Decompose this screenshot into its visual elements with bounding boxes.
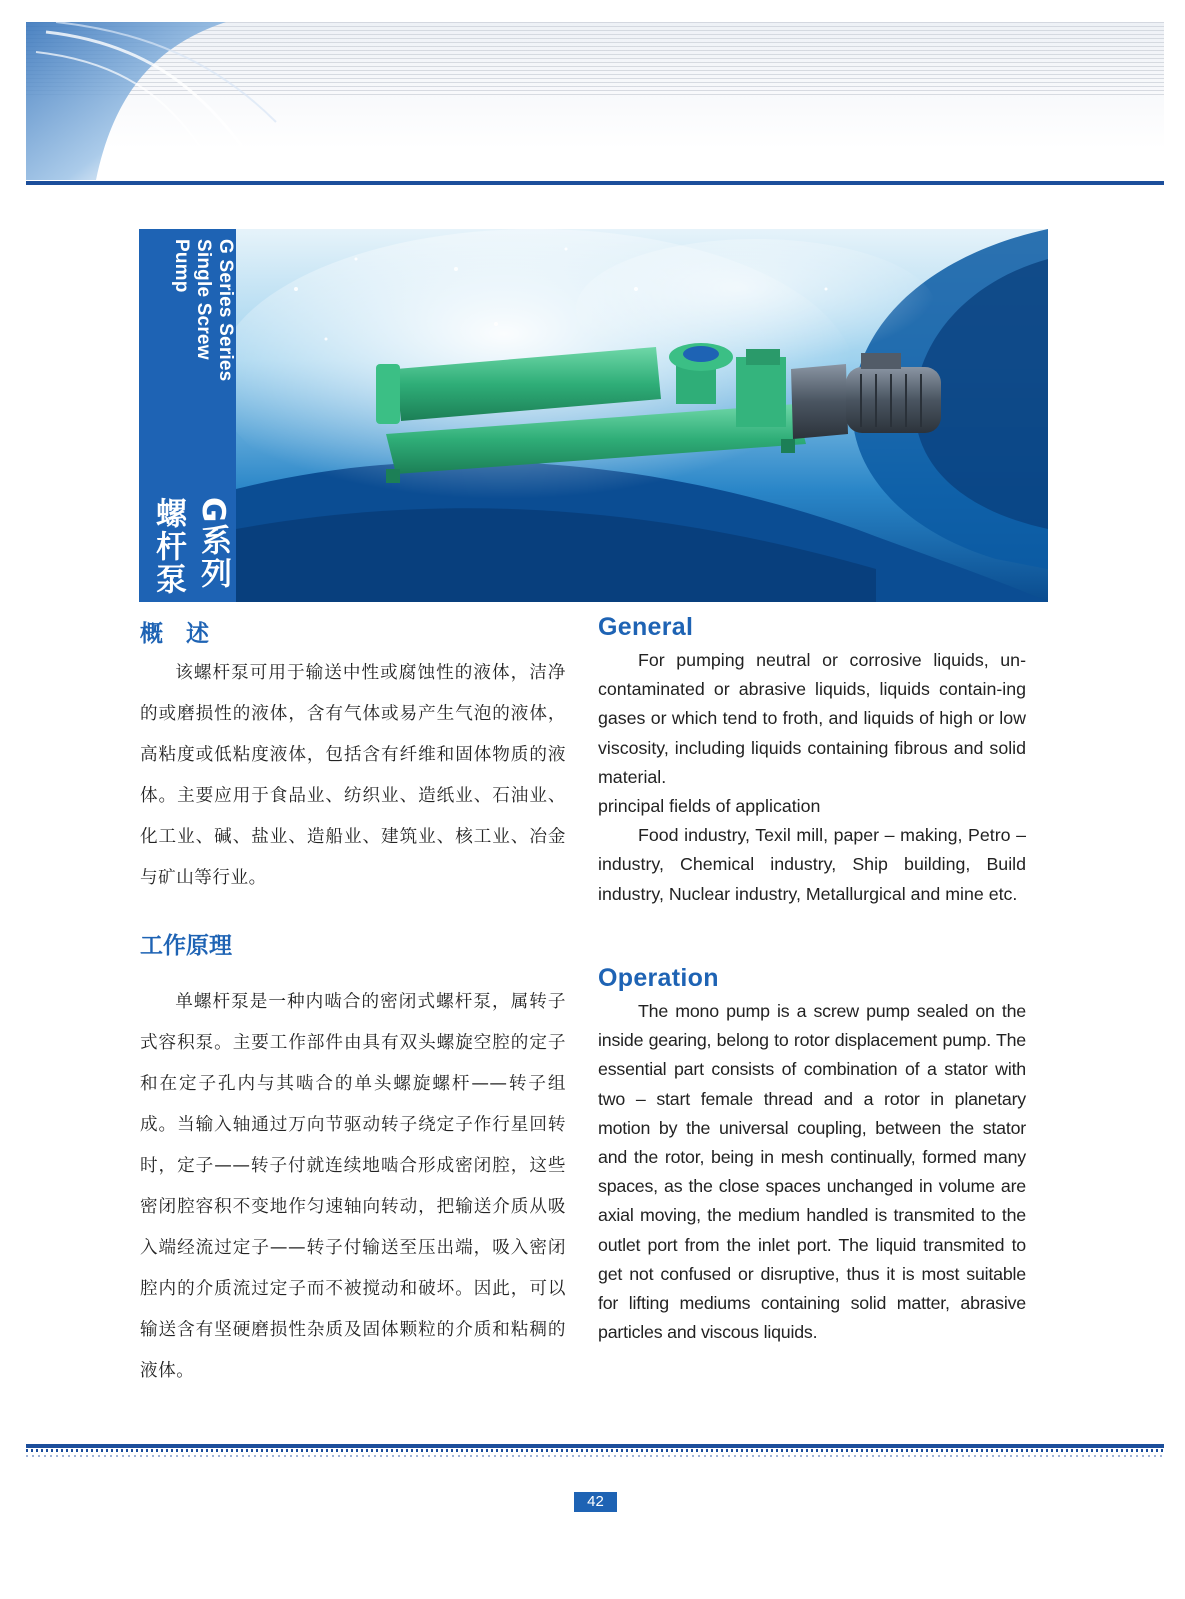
banner-title [139,229,236,602]
principle-body: 单螺杆泵是一种内啮合的密闭式螺杆泵，属转子式容积泵。主要工作部件由具有双头螺旋空腔的定子和在定子孔内与其啮合的单头螺旋螺杆——转子组成。当输入轴通过万向节驱动转子绕定子作行星回转时，定子——转子付就连续地啮合形成密闭腔，这些密闭腔容积不变地作匀速轴向转动，把输送介质从吸入端经流过定子——转子付输送至压出端，吸入密闭腔内的介质流过定子而不被搅动和破坏。因此，可以输送含有坚硬磨损性杂质及固体颗粒的介质和粘稠的液体。 [140,992,566,1381]
general-body-1: For pumping neutral or corrosive liquids, un-contaminated or abrasive liquids, liquids contain-ing gases or which tend to froth, and liquids of high or low viscosity, including liquids containing fibrous and solid material. [598,650,1026,787]
principle-heading: 工作原理 [140,933,232,959]
operation-body: The mono pump is a screw pump sealed on the inside gearing, belong to rotor displacement pump. The essential part consists of combination of a stator with two – start female thread and a rotor in planetary motion by the universal coupling, between the stator and the rotor, being in mesh continually, formed many spaces, as the close spaces unchanged in volume are axial moving, the medium handled is transmited to the outlet port from the inlet port. The liquid transmited to get not confused or disruptive, thus it is most suitable for lifting mediums containing solid matter, abrasive particles and viscous liquids. [598,1001,1026,1343]
overview-heading: 概 述 [140,621,209,647]
general-body-3: Food industry, Texil mill, paper – making, Petro – industry, Chemical industry, Ship building, Build industry, Nuclear industry, Metallurgical and mine etc. [598,825,1026,904]
header-swirl-graphic [26,22,286,180]
operation-heading: Operation [598,964,719,992]
overview-body: 该螺杆泵可用于输送中性或腐蚀性的液体，洁净的或磨损性的液体，含有气体或易产生气泡的液体，高粘度或低粘度液体，包括含有纤维和固体物质的液体。主要应用于食品业、纺织业、造纸业、石油业、化工业、碱、盐业、造船业、建筑业、核工业、冶金与矿山等行业。 [140,663,566,888]
footer-rule [26,1444,1164,1448]
general-heading: General [598,613,694,641]
banner-title-zh: G系列螺杆泵 [150,496,231,596]
footer-dotted-rule [26,1449,1164,1452]
product-banner [139,229,1048,602]
pump-on-wave-image [236,229,1048,602]
page-number: 42 [574,1492,617,1512]
general-body [598,646,1026,909]
header-rule [26,181,1164,185]
footer-dotted-rule-light [26,1455,1164,1457]
banner-title-en: G Series Series Single Screw Pump [171,239,236,382]
general-body-2: principal fields of application [598,796,821,817]
header-band [26,22,1164,180]
